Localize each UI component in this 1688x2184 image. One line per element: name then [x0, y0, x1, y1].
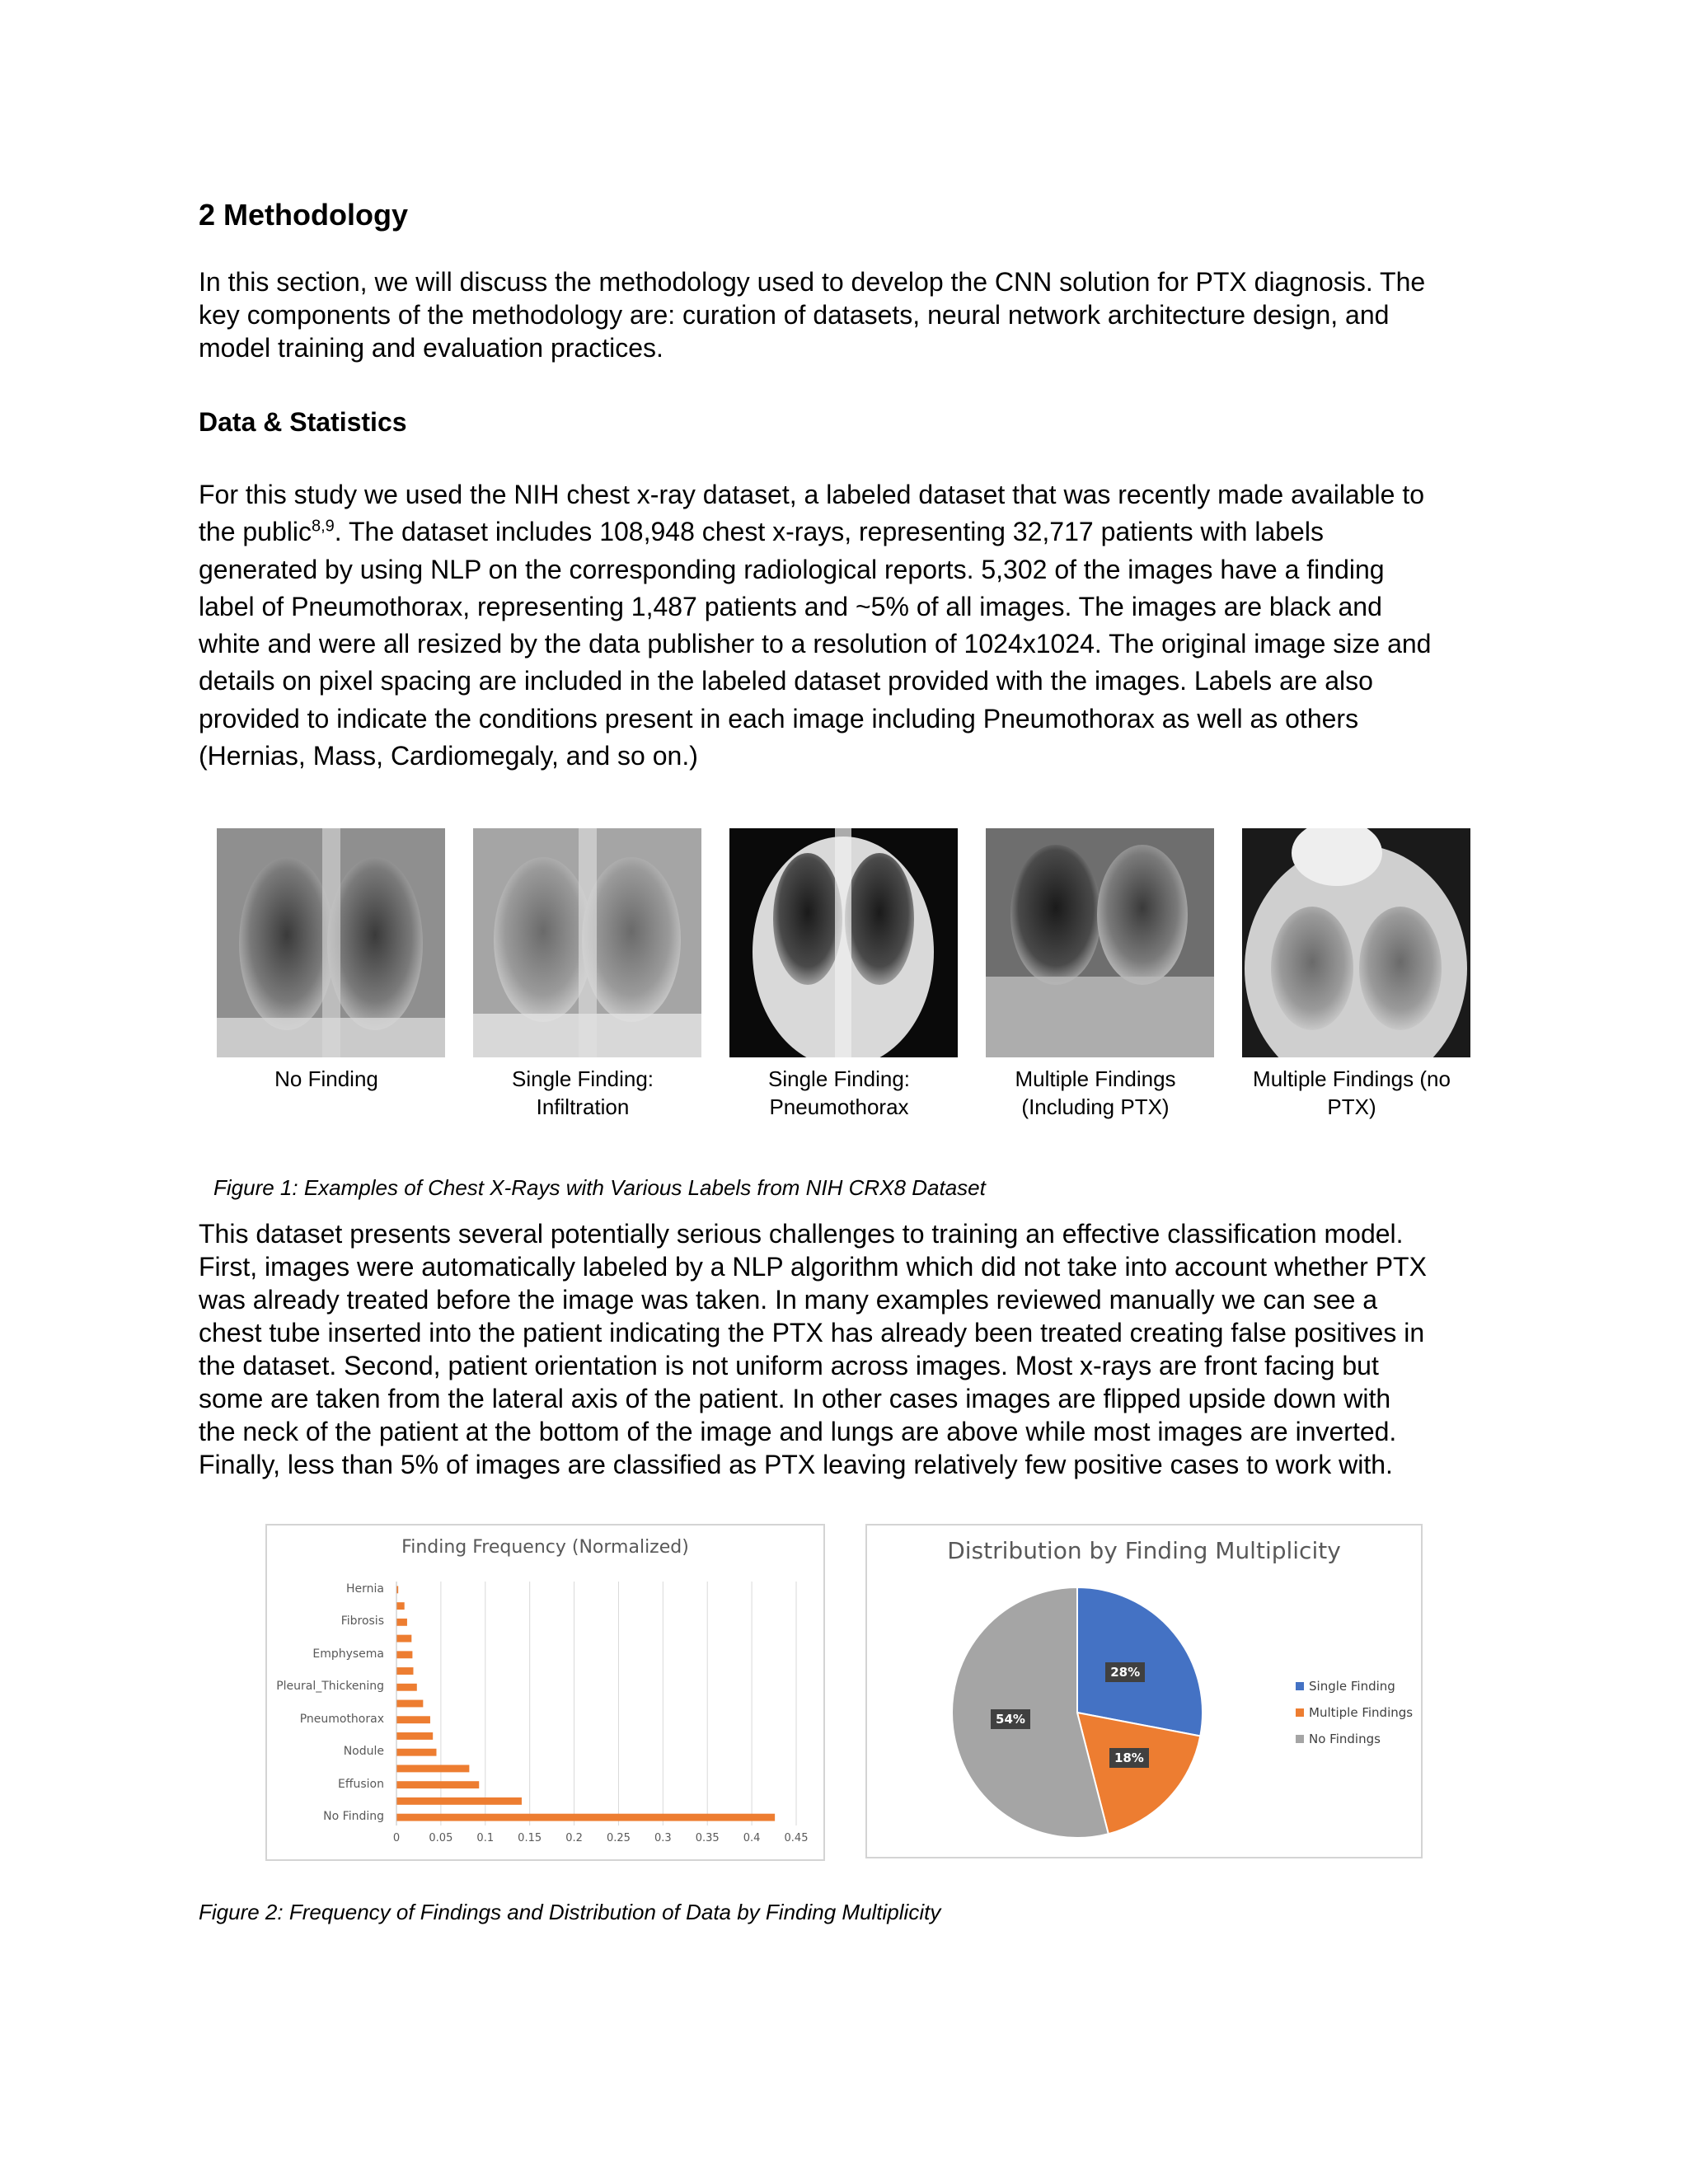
bar-x-tick-label: 0.45	[784, 1832, 809, 1844]
bar-x-tick-label: 0.4	[743, 1832, 761, 1844]
bar-x-tick-label: 0	[392, 1832, 401, 1844]
data-line: provided to indicate the conditions present in each image including Pneumothorax as well as others	[199, 703, 1359, 733]
finding-frequency-chart	[265, 1524, 825, 1861]
citation-superscript[interactable]: 8,9	[311, 517, 335, 536]
data-line: For this study we used the NIH chest x-ray dataset, a labeled dataset that was recently made available to	[199, 480, 1424, 509]
data-line-with-citation	[199, 513, 1501, 551]
caption-line: No Finding	[274, 1066, 378, 1091]
bar-x-tick-label: 0.25	[606, 1832, 631, 1844]
intro-line: In this section, we will discuss the methodology used to develop the CNN solution for PTX diagnosis. The	[199, 267, 1426, 297]
bar-category-label: Pleural_Thickening	[276, 1680, 384, 1694]
pie-value-label: 28%	[1105, 1662, 1145, 1682]
xray-caption-infiltration	[451, 1065, 715, 1121]
finding-multiplicity-chart	[865, 1524, 1423, 1858]
legend-label: Single Finding	[1309, 1679, 1395, 1694]
pie-value-label: 18%	[1109, 1748, 1149, 1768]
figure1-caption: Figure 1: Examples of Chest X-Rays with Various Labels from NIH CRX8 Dataset	[213, 1175, 986, 1200]
xray-pneumothorax-image	[729, 828, 958, 1057]
xray-multiple-findings-ptx-image	[986, 828, 1214, 1057]
legend-swatch	[1296, 1682, 1304, 1690]
bar-x-tick-label: 0.3	[654, 1832, 672, 1844]
caption-line: Pneumothorax	[769, 1094, 909, 1119]
pie-chart-title: Distribution by Finding Multiplicity	[947, 1537, 1341, 1564]
legend-swatch	[1296, 1735, 1304, 1743]
bar-category-label: Nodule	[343, 1745, 384, 1759]
challenges-paragraph	[199, 1217, 1501, 1481]
data-line: (Hernias, Mass, Cardiomegaly, and so on.)	[199, 741, 698, 771]
bar-x-tick-label: 0.1	[476, 1832, 495, 1844]
xray-multiple-findings-no-ptx-image	[1242, 828, 1470, 1057]
legend-label: Multiple Findings	[1309, 1705, 1414, 1720]
intro-line: key components of the methodology are: curation of datasets, neural network architecture design, and	[199, 300, 1390, 330]
bar-category-label: Pneumothorax	[299, 1712, 384, 1726]
intro-paragraph	[199, 265, 1501, 364]
challenges-line: chest tube inserted into the patient indicating the PTX has already been treated creating false positives in	[199, 1318, 1425, 1347]
data-line: details on pixel spacing are included in the labeled dataset provided with the images. Labels are also	[199, 666, 1373, 696]
data-line-pre: the public	[199, 517, 312, 547]
challenges-line: the dataset. Second, patient orientation is not uniform across images. Most x-rays are front facing but	[199, 1351, 1379, 1380]
caption-line: PTX)	[1327, 1094, 1376, 1119]
caption-line: Single Finding:	[768, 1066, 910, 1091]
bar-category-label: Effusion	[338, 1777, 384, 1791]
xray-caption-multiple-no-ptx	[1220, 1065, 1484, 1121]
bar-x-tick-label: 0.15	[518, 1832, 542, 1844]
caption-line: Infiltration	[536, 1094, 630, 1119]
bar-x-tick-label: 0.05	[429, 1832, 453, 1844]
bar-chart-title: Finding Frequency (Normalized)	[401, 1537, 689, 1558]
bar-category-label: No Finding	[323, 1810, 384, 1824]
caption-line: Single Finding:	[512, 1066, 654, 1091]
intro-line: model training and evaluation practices.	[199, 333, 663, 363]
bar-category-label: Emphysema	[312, 1647, 384, 1661]
legend-label: No Findings	[1309, 1732, 1381, 1746]
subheading-data-statistics: Data & Statistics	[199, 407, 407, 437]
caption-line: Multiple Findings	[1015, 1066, 1176, 1091]
xray-caption-pneumothorax	[707, 1065, 971, 1121]
caption-line: Multiple Findings (no	[1253, 1066, 1451, 1091]
xray-caption-no-finding	[195, 1065, 458, 1093]
challenges-line: the neck of the patient at the bottom of the image and lungs are above while most images are inverted.	[199, 1417, 1397, 1446]
legend-swatch	[1296, 1708, 1304, 1717]
caption-line: (Including PTX)	[1021, 1094, 1170, 1119]
challenges-line: some are taken from the lateral axis of the patient. In other cases images are flipped upside down with	[199, 1384, 1391, 1413]
challenges-line: This dataset presents several potentially serious challenges to training an effective classification model.	[199, 1219, 1404, 1249]
xray-caption-multiple-ptx	[964, 1065, 1227, 1121]
figure2-caption: Figure 2: Frequency of Findings and Distribution of Data by Finding Multiplicity	[199, 1900, 941, 1924]
xray-infiltration-image	[473, 828, 701, 1057]
data-line: white and were all resized by the data publisher to a resolution of 1024x1024. The original image size and	[199, 629, 1432, 659]
data-line-post: . The dataset includes 108,948 chest x-rays, representing 32,717 patients with labels	[334, 517, 1324, 547]
pie-legend	[1296, 1679, 1419, 1753]
bar-category-label: Hernia	[346, 1582, 384, 1596]
pie-legend-item	[1296, 1732, 1381, 1746]
bar-category-label: Fibrosis	[340, 1615, 384, 1629]
challenges-line: Finally, less than 5% of images are classified as PTX leaving relatively few positive cases to work with.	[199, 1450, 1393, 1479]
xray-no-finding-image	[217, 828, 445, 1057]
pie-legend-item	[1296, 1679, 1395, 1694]
challenges-line: was already treated before the image was taken. In many examples reviewed manually we can see a	[199, 1285, 1378, 1315]
data-line: generated by using NLP on the corresponding radiological reports. 5,302 of the images have a finding	[199, 554, 1385, 584]
section-heading: 2 Methodology	[199, 198, 408, 232]
data-paragraph	[199, 476, 1501, 775]
pie-value-label: 54%	[991, 1709, 1030, 1729]
bar-x-tick-label: 0.2	[565, 1832, 583, 1844]
challenges-line: First, images were automatically labeled by a NLP algorithm which did not take into account whether PTX	[199, 1252, 1427, 1282]
bar-x-tick-label: 0.35	[695, 1832, 720, 1844]
bar-x-tick-labels	[267, 1526, 823, 1859]
data-line: label of Pneumothorax, representing 1,487 patients and ~5% of all images. The images are black and	[199, 591, 1382, 621]
pie-legend-item	[1296, 1705, 1413, 1720]
